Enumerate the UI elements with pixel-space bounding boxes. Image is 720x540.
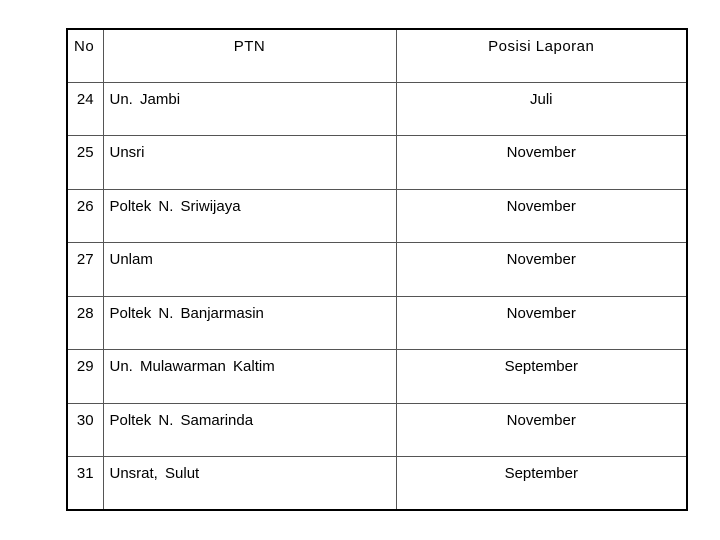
row-ptn: Un. Jambi (103, 82, 396, 136)
row-number: 31 (67, 457, 103, 511)
row-posisi: Juli (396, 82, 687, 136)
row-posisi: November (396, 243, 687, 297)
row-ptn: Poltek N. Samarinda (103, 403, 396, 457)
table-row (67, 403, 687, 457)
table-row (67, 457, 687, 511)
row-posisi: September (396, 457, 687, 511)
row-number: 28 (67, 296, 103, 350)
row-ptn: Unsrat, Sulut (103, 457, 396, 511)
row-number: 29 (67, 350, 103, 404)
table-row (67, 136, 687, 190)
row-number: 24 (67, 82, 103, 136)
table-row (67, 189, 687, 243)
header-row (67, 29, 687, 82)
header-no: No (67, 29, 103, 82)
table-row (67, 82, 687, 136)
table-row (67, 296, 687, 350)
row-posisi: September (396, 350, 687, 404)
row-posisi: November (396, 189, 687, 243)
row-number: 25 (67, 136, 103, 190)
row-posisi: November (396, 296, 687, 350)
row-number: 27 (67, 243, 103, 297)
row-posisi: November (396, 403, 687, 457)
row-ptn: Unlam (103, 243, 396, 297)
row-ptn: Unsri (103, 136, 396, 190)
table-body (67, 82, 687, 510)
row-number: 30 (67, 403, 103, 457)
header-ptn: PTN (103, 29, 396, 82)
row-posisi: November (396, 136, 687, 190)
row-ptn: Poltek N. Banjarmasin (103, 296, 396, 350)
row-ptn: Un. Mulawarman Kaltim (103, 350, 396, 404)
report-position-table (66, 28, 688, 511)
row-number: 26 (67, 189, 103, 243)
table-row (67, 243, 687, 297)
row-ptn: Poltek N. Sriwijaya (103, 189, 396, 243)
table-header (67, 29, 687, 82)
header-posisi-laporan: Posisi Laporan (396, 29, 687, 82)
table-row (67, 350, 687, 404)
